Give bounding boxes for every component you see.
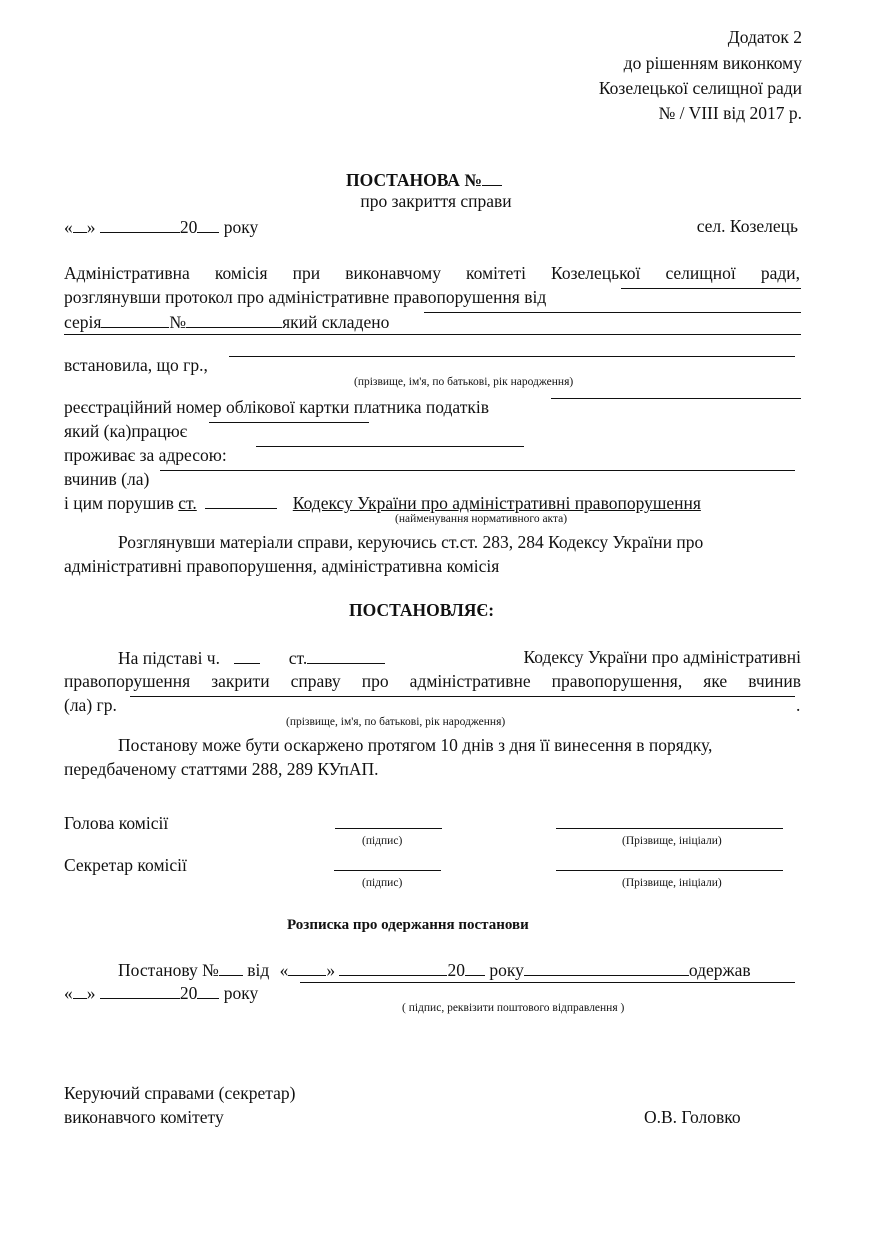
receipt-hint: ( підпис, реквізити поштового відправлення ) — [402, 1002, 625, 1014]
secretary-name-field[interactable] — [556, 870, 783, 871]
receipt2-open-quote: « — [64, 983, 73, 1003]
compiled-by-continuation-field[interactable] — [64, 334, 801, 335]
established-person-field[interactable] — [229, 356, 795, 357]
decision-person-field[interactable] — [130, 696, 795, 697]
basis-part-field[interactable] — [234, 649, 260, 664]
protocol-date-field[interactable] — [621, 288, 801, 289]
appendix-council-line: Козелецької селищної ради — [598, 78, 802, 98]
para2-line2: адміністративні правопорушення, адміністративна комісія — [64, 556, 500, 576]
address-field[interactable] — [256, 446, 524, 447]
decision-line2: правопорушення закрити справу про адміністративне правопорушення, яке вчинив — [64, 671, 801, 691]
compiled-label: який складено — [282, 312, 390, 332]
decision-person-hint: (прізвище, ім'я, по батькові, рік народження) — [286, 716, 506, 728]
date-line — [64, 218, 258, 237]
works-label: який (ка)працює — [64, 421, 188, 441]
established-label: встановила, що гр., — [64, 355, 208, 375]
footer-signer-name: О.В. Головко — [644, 1107, 741, 1127]
person-hint: (прізвище, ім'я, по батькові, рік народження) — [354, 376, 574, 388]
subtitle-text: про закриття справи — [360, 191, 512, 211]
receipt-from-label: від — [247, 960, 270, 980]
close-quote: » — [86, 217, 96, 237]
chair-role: Голова комісії — [64, 813, 169, 833]
tax-number-field[interactable] — [551, 398, 801, 399]
compiled-by-field[interactable] — [424, 312, 801, 313]
place-label: сел. Козелець — [696, 216, 798, 236]
receipt-year-suffix: року — [489, 960, 524, 980]
receipt2-year-suffix: року — [223, 983, 259, 1003]
receipt2-day-field[interactable] — [73, 984, 87, 999]
para1-line1: Адміністративна комісія при виконавчому комітеті Козелецької селищної ради, — [64, 263, 800, 283]
receipt-year-field[interactable] — [465, 961, 485, 976]
receipt-open-quote: « — [279, 960, 289, 980]
decision-line3-end: . — [796, 695, 801, 715]
document-title — [346, 171, 502, 190]
receipt2-year-prefix: 20 — [179, 983, 198, 1003]
violated-row — [64, 494, 701, 513]
receipt-received-by-field[interactable] — [524, 961, 689, 976]
basis-suffix: Кодексу України про адміністративні — [523, 647, 801, 667]
receipt-day-field[interactable] — [288, 961, 326, 976]
day-field[interactable] — [73, 218, 87, 233]
series-row — [64, 313, 389, 332]
chair-signature-field[interactable] — [335, 828, 442, 829]
decision-heading: ПОСТАНОВЛЯЄ: — [349, 600, 495, 620]
document-subtitle — [0, 193, 888, 211]
secretary-signature-field[interactable] — [334, 870, 441, 871]
receipt-received-label: одержав — [688, 960, 751, 980]
appeal-line1: Постанову може бути оскаржено протягом 10 днів з дня її винесення в порядку, — [118, 735, 713, 755]
receipt-decree-number-field[interactable] — [219, 961, 243, 976]
year-field[interactable] — [197, 218, 219, 233]
receipt2-month-field[interactable] — [100, 984, 180, 999]
basis-article-label: ст. — [288, 648, 308, 668]
year-suffix: року — [223, 217, 259, 237]
year-prefix: 20 — [179, 217, 198, 237]
decision-basis-row — [118, 649, 385, 668]
violated-label: і цим порушив — [64, 493, 174, 513]
receipt-decree-label: Постанову № — [118, 960, 219, 980]
receipt-close-quote: » — [326, 960, 336, 980]
article-abbr: ст. — [178, 493, 197, 513]
title-text: ПОСТАНОВА № — [346, 170, 482, 190]
appendix-number-line: № / VIII від 2017 р. — [658, 103, 802, 123]
receipt-line2 — [64, 984, 258, 1003]
decree-number-field[interactable] — [482, 171, 502, 186]
committed-label: вчинив (ла) — [64, 469, 150, 489]
basis-article-field[interactable] — [307, 649, 385, 664]
decision-line3-prefix: (ла) гр. — [64, 695, 117, 715]
workplace-field[interactable] — [209, 422, 369, 423]
receipt-year-prefix: 20 — [447, 960, 465, 980]
footer-role-line2: виконавчого комітету — [64, 1107, 224, 1127]
open-quote: « — [64, 217, 73, 237]
secretary-name-hint: (Прізвище, ініціали) — [622, 877, 722, 889]
para2-line1: Розглянувши матеріали справи, керуючись ст.ст. 283, 284 Кодексу України про — [118, 532, 704, 552]
series-field[interactable] — [101, 313, 169, 328]
basis-prefix: На підставі ч. — [118, 648, 220, 668]
para1-line2: розглянувши протокол про адміністративне правопорушення від — [64, 287, 547, 307]
receipt2-year-field[interactable] — [197, 984, 219, 999]
series-label: серія — [64, 312, 102, 332]
appeal-line2: передбаченому статтями 288, 289 КУпАП. — [64, 759, 379, 779]
appendix-decision-line: до рішенням виконкому — [623, 53, 802, 73]
number-label: № — [169, 312, 187, 332]
receipt-month-field[interactable] — [339, 961, 447, 976]
secretary-role: Секретар комісії — [64, 855, 187, 875]
address-label: проживає за адресою: — [64, 445, 227, 465]
receipt2-close-quote: » — [86, 983, 96, 1003]
tax-number-label: реєстраційний номер облікової картки платника податків — [64, 397, 489, 417]
appendix-label: Додаток 2 — [727, 27, 802, 47]
violated-article-field[interactable] — [205, 494, 277, 509]
chair-name-field[interactable] — [556, 828, 783, 829]
protocol-number-field[interactable] — [186, 313, 282, 328]
code-name: Кодексу України про адміністративні правопорушення — [292, 493, 701, 513]
receipt-heading: Розписка про одержання постанови — [287, 917, 529, 933]
committed-field[interactable] — [160, 470, 795, 471]
receipt-signature-field[interactable] — [300, 982, 795, 983]
month-field[interactable] — [100, 218, 180, 233]
chair-name-hint: (Прізвище, ініціали) — [622, 835, 722, 847]
receipt-line1 — [118, 961, 751, 980]
chair-sign-hint: (підпис) — [362, 835, 403, 847]
footer-role-line1: Керуючий справами (секретар) — [64, 1083, 296, 1103]
secretary-sign-hint: (підпис) — [362, 877, 403, 889]
act-hint: (найменування нормативного акта) — [395, 513, 568, 525]
